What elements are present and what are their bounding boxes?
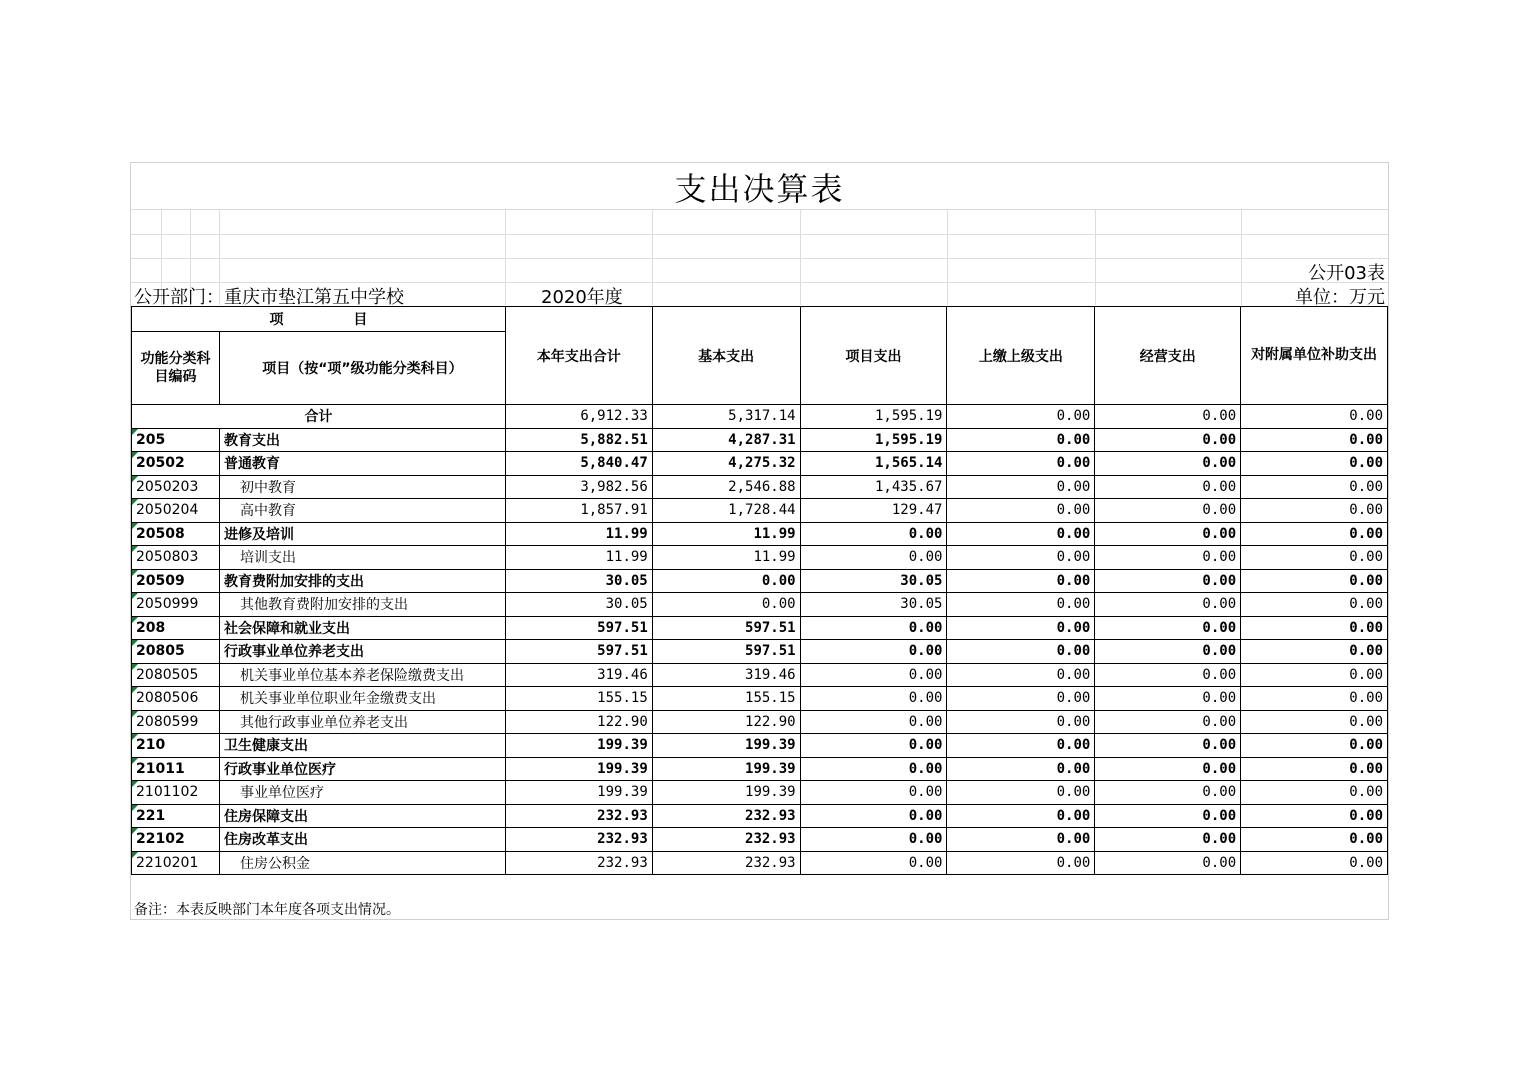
row-value: 199.39	[652, 734, 800, 758]
header-code: 功能分类科目编码	[132, 332, 220, 405]
row-value: 0.00	[947, 828, 1095, 852]
row-code: 210	[132, 734, 220, 758]
row-name: 社会保障和就业支出	[219, 616, 505, 640]
row-value: 0.00	[947, 734, 1095, 758]
row-code: 21011	[132, 757, 220, 781]
table-row	[132, 499, 1388, 523]
row-value: 0.00	[947, 757, 1095, 781]
row-name: 行政事业单位养老支出	[219, 640, 505, 664]
row-code: 2080599	[132, 710, 220, 734]
total-value: 0.00	[1241, 405, 1388, 429]
row-value: 232.93	[652, 851, 800, 875]
row-value: 0.00	[947, 499, 1095, 523]
row-value: 199.39	[505, 781, 652, 805]
row-value: 0.00	[652, 569, 800, 593]
department-label: 公开部门：重庆市垫江第五中学校	[134, 287, 404, 308]
grid-line	[1241, 209, 1242, 305]
row-value: 0.00	[800, 781, 947, 805]
page-title: 支出决算表	[674, 170, 845, 208]
row-value: 0.00	[800, 710, 947, 734]
table-row	[132, 640, 1388, 664]
row-name: 机关事业单位职业年金缴费支出	[219, 687, 505, 711]
row-value: 30.05	[505, 593, 652, 617]
row-value: 4,287.31	[652, 428, 800, 452]
row-value: 0.00	[1241, 804, 1388, 828]
row-value: 597.51	[505, 616, 652, 640]
row-code: 20502	[132, 452, 220, 476]
expenditure-sheet	[130, 162, 1389, 920]
row-name: 卫生健康支出	[219, 734, 505, 758]
row-value: 11.99	[505, 546, 652, 570]
table-row	[132, 710, 1388, 734]
row-value: 0.00	[1095, 851, 1241, 875]
row-value: 30.05	[800, 569, 947, 593]
row-value: 0.00	[800, 828, 947, 852]
row-code: 2050803	[132, 546, 220, 570]
row-name: 住房公积金	[219, 851, 505, 875]
year-label: 2020年度	[541, 287, 623, 308]
row-value: 199.39	[505, 734, 652, 758]
row-value: 199.39	[652, 781, 800, 805]
row-value: 3,982.56	[505, 475, 652, 499]
row-value: 0.00	[800, 851, 947, 875]
table-row	[132, 522, 1388, 546]
row-value: 0.00	[1095, 640, 1241, 664]
grid-line	[131, 209, 1388, 210]
table-row	[132, 593, 1388, 617]
row-value: 2,546.88	[652, 475, 800, 499]
row-value: 0.00	[947, 663, 1095, 687]
header-item: 项目（按“项”级功能分类科目）	[219, 332, 505, 405]
row-value: 0.00	[1095, 710, 1241, 734]
row-value: 0.00	[1241, 687, 1388, 711]
row-code: 208	[132, 616, 220, 640]
row-code: 2050204	[132, 499, 220, 523]
table-row	[132, 663, 1388, 687]
row-name: 教育支出	[219, 428, 505, 452]
row-value: 0.00	[1241, 616, 1388, 640]
row-value: 0.00	[1095, 475, 1241, 499]
row-value: 1,728.44	[652, 499, 800, 523]
row-value: 0.00	[1241, 757, 1388, 781]
header-basic: 基本支出	[652, 307, 800, 405]
row-code: 205	[132, 428, 220, 452]
row-value: 0.00	[947, 452, 1095, 476]
total-value: 0.00	[947, 405, 1095, 429]
row-value: 0.00	[1095, 616, 1241, 640]
row-value: 597.51	[652, 616, 800, 640]
row-value: 232.93	[652, 804, 800, 828]
grid-line	[131, 234, 1388, 235]
footnote: 备注：本表反映部门本年度各项支出情况。	[134, 902, 400, 918]
row-value: 232.93	[505, 851, 652, 875]
header-total: 本年支出合计	[505, 307, 652, 405]
row-value: 0.00	[1095, 663, 1241, 687]
row-value: 232.93	[505, 828, 652, 852]
row-name: 培训支出	[219, 546, 505, 570]
row-value: 129.47	[800, 499, 947, 523]
row-name: 高中教育	[219, 499, 505, 523]
row-value: 5,840.47	[505, 452, 652, 476]
table-row	[132, 851, 1388, 875]
header-business: 经营支出	[1095, 307, 1241, 405]
form-number: 公开03表	[1308, 263, 1385, 284]
row-code: 2050203	[132, 475, 220, 499]
row-value: 0.00	[1241, 851, 1388, 875]
row-name: 事业单位医疗	[219, 781, 505, 805]
table-row	[132, 616, 1388, 640]
row-value: 0.00	[1095, 687, 1241, 711]
row-code: 20508	[132, 522, 220, 546]
table-row	[132, 828, 1388, 852]
row-value: 0.00	[800, 804, 947, 828]
row-value: 0.00	[947, 569, 1095, 593]
row-value: 199.39	[505, 757, 652, 781]
row-value: 11.99	[505, 522, 652, 546]
table-row	[132, 546, 1388, 570]
row-value: 11.99	[652, 546, 800, 570]
row-value: 0.00	[947, 804, 1095, 828]
row-value: 0.00	[947, 781, 1095, 805]
row-value: 0.00	[1241, 569, 1388, 593]
row-value: 0.00	[947, 546, 1095, 570]
row-value: 1,435.67	[800, 475, 947, 499]
row-value: 0.00	[800, 640, 947, 664]
row-value: 0.00	[947, 710, 1095, 734]
row-name: 住房改革支出	[219, 828, 505, 852]
row-value: 11.99	[652, 522, 800, 546]
total-row	[132, 405, 1388, 429]
row-value: 4,275.32	[652, 452, 800, 476]
row-code: 2210201	[132, 851, 220, 875]
row-value: 0.00	[947, 522, 1095, 546]
row-value: 5,882.51	[505, 428, 652, 452]
row-value: 0.00	[947, 851, 1095, 875]
total-value: 0.00	[1095, 405, 1241, 429]
row-value: 0.00	[800, 663, 947, 687]
row-code: 20509	[132, 569, 220, 593]
header-project-group: 项 目	[132, 307, 506, 332]
row-value: 155.15	[505, 687, 652, 711]
row-value: 0.00	[1241, 710, 1388, 734]
row-value: 199.39	[652, 757, 800, 781]
row-code: 2101102	[132, 781, 220, 805]
row-value: 0.00	[1095, 593, 1241, 617]
row-value: 0.00	[1095, 804, 1241, 828]
header-project: 项目支出	[800, 307, 947, 405]
row-code: 2080506	[132, 687, 220, 711]
table-row	[132, 475, 1388, 499]
row-value: 0.00	[1095, 428, 1241, 452]
row-value: 0.00	[947, 687, 1095, 711]
row-value: 122.90	[505, 710, 652, 734]
row-value: 597.51	[652, 640, 800, 664]
row-value: 0.00	[1095, 499, 1241, 523]
row-name: 机关事业单位基本养老保险缴费支出	[219, 663, 505, 687]
row-value: 319.46	[505, 663, 652, 687]
row-code: 22102	[132, 828, 220, 852]
row-value: 0.00	[1095, 522, 1241, 546]
header-upper: 上缴上级支出	[947, 307, 1095, 405]
row-value: 0.00	[800, 734, 947, 758]
row-value: 0.00	[1241, 475, 1388, 499]
row-value: 0.00	[947, 593, 1095, 617]
row-value: 0.00	[1095, 569, 1241, 593]
row-name: 其他行政事业单位养老支出	[219, 710, 505, 734]
table-row	[132, 687, 1388, 711]
row-value: 122.90	[652, 710, 800, 734]
row-code: 221	[132, 804, 220, 828]
row-value: 0.00	[1241, 499, 1388, 523]
row-value: 1,857.91	[505, 499, 652, 523]
total-value: 1,595.19	[800, 405, 947, 429]
row-value: 0.00	[1095, 828, 1241, 852]
row-value: 0.00	[1241, 546, 1388, 570]
row-value: 0.00	[947, 640, 1095, 664]
table-row	[132, 428, 1388, 452]
row-value: 0.00	[947, 475, 1095, 499]
table-row	[132, 757, 1388, 781]
expenditure-table	[131, 306, 1388, 875]
row-value: 319.46	[652, 663, 800, 687]
grid-line	[947, 209, 948, 305]
row-value: 0.00	[1095, 757, 1241, 781]
grid-line	[131, 258, 1388, 259]
row-value: 0.00	[1241, 734, 1388, 758]
row-value: 30.05	[800, 593, 947, 617]
row-name: 其他教育费附加安排的支出	[219, 593, 505, 617]
unit-label: 单位：万元	[1295, 287, 1385, 308]
row-value: 0.00	[947, 428, 1095, 452]
row-value: 0.00	[800, 616, 947, 640]
grid-line	[800, 209, 801, 305]
row-value: 0.00	[800, 687, 947, 711]
row-value: 0.00	[1095, 546, 1241, 570]
row-name: 教育费附加安排的支出	[219, 569, 505, 593]
row-value: 0.00	[1241, 828, 1388, 852]
row-value: 232.93	[505, 804, 652, 828]
table-row	[132, 452, 1388, 476]
row-name: 初中教育	[219, 475, 505, 499]
row-value: 1,565.14	[800, 452, 947, 476]
row-value: 0.00	[800, 757, 947, 781]
row-value: 0.00	[1095, 452, 1241, 476]
total-value: 6,912.33	[505, 405, 652, 429]
table-row	[132, 569, 1388, 593]
row-value: 597.51	[505, 640, 652, 664]
row-name: 住房保障支出	[219, 804, 505, 828]
row-value: 1,595.19	[800, 428, 947, 452]
row-code: 2050999	[132, 593, 220, 617]
row-value: 0.00	[800, 546, 947, 570]
table-row	[132, 734, 1388, 758]
row-value: 0.00	[1095, 734, 1241, 758]
table-row	[132, 804, 1388, 828]
row-value: 0.00	[1241, 640, 1388, 664]
row-code: 2080505	[132, 663, 220, 687]
row-value: 0.00	[1241, 593, 1388, 617]
row-value: 0.00	[1241, 452, 1388, 476]
row-value: 0.00	[1241, 428, 1388, 452]
row-value: 0.00	[1241, 781, 1388, 805]
row-name: 进修及培训	[219, 522, 505, 546]
table-row	[132, 781, 1388, 805]
row-value: 0.00	[1241, 663, 1388, 687]
row-code: 20805	[132, 640, 220, 664]
row-value: 155.15	[652, 687, 800, 711]
total-value: 5,317.14	[652, 405, 800, 429]
row-value: 0.00	[947, 616, 1095, 640]
grid-line	[1095, 209, 1096, 305]
row-value: 30.05	[505, 569, 652, 593]
row-value: 0.00	[652, 593, 800, 617]
row-name: 行政事业单位医疗	[219, 757, 505, 781]
header-row	[132, 307, 1388, 332]
row-value: 0.00	[1241, 522, 1388, 546]
grid-line	[505, 209, 506, 305]
total-label: 合计	[132, 405, 506, 429]
row-value: 232.93	[652, 828, 800, 852]
grid-line	[652, 209, 653, 305]
row-name: 普通教育	[219, 452, 505, 476]
row-value: 0.00	[1095, 781, 1241, 805]
row-value: 0.00	[800, 522, 947, 546]
header-subsidy: 对附属单位补助支出	[1241, 307, 1388, 405]
